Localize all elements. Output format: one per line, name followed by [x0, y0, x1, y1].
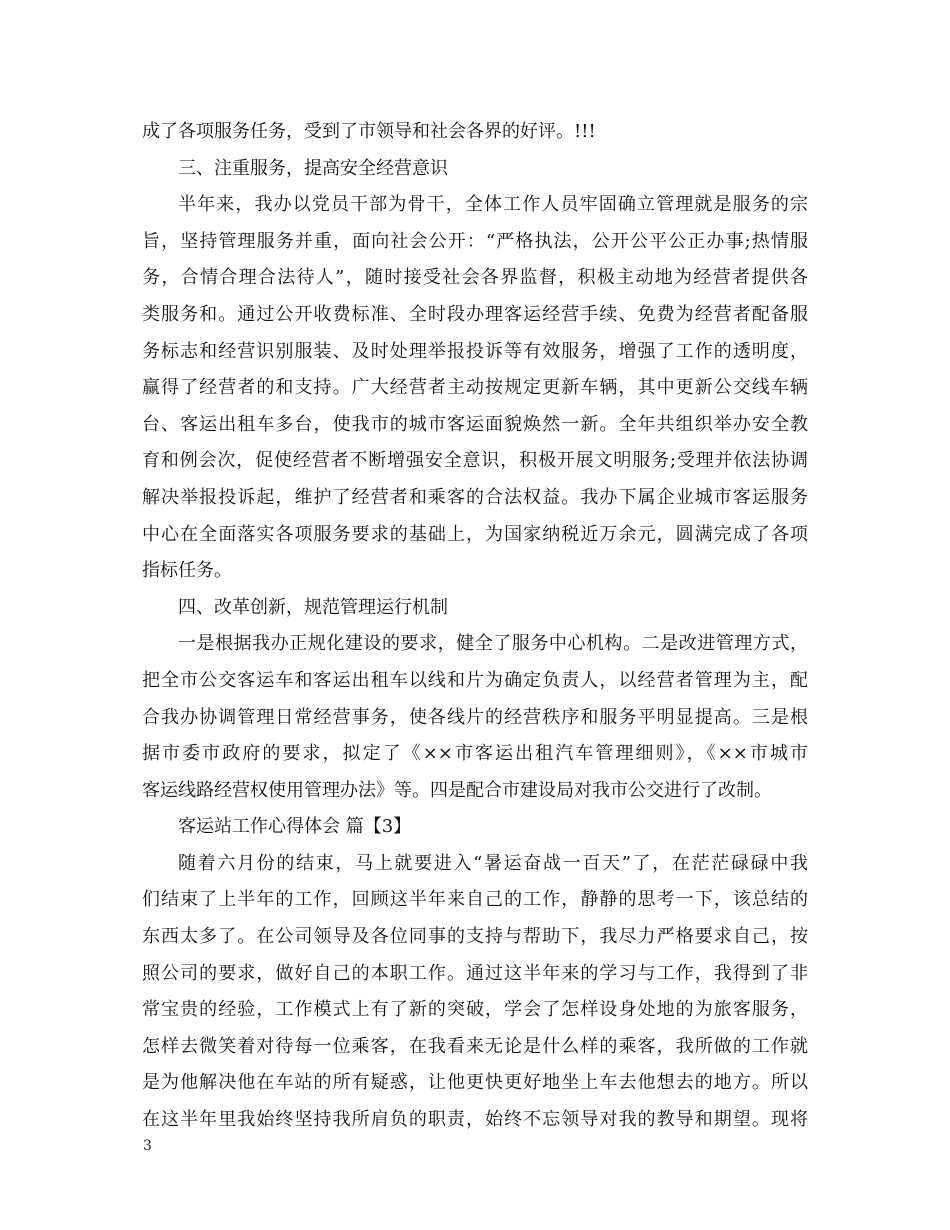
- text-line: 中心在全面落实各项服务要求的基础上，为国家纳税近万余元，圆满完成了各项: [142, 523, 808, 545]
- text-line: 是为他解决他在车站的所有疑惑，让他更快更好地坐上车去他想去的地方。所以: [142, 1072, 808, 1094]
- text-line: 育和例会次，促使经营者不断增强安全意识，积极开展文明服务;受理并依法协调: [142, 450, 808, 472]
- text-line: 在这半年里我始终坚持我所肩负的职责，始终不忘领导对我的教导和期望。现将: [142, 1109, 808, 1131]
- document-body: [142, 114, 808, 1139]
- section-heading: 三、注重服务，提高安全经营意识: [178, 157, 448, 179]
- text-line: 成了各项服务任务，受到了市领导和社会各界的好评。!!!: [142, 121, 596, 142]
- page-number: 3: [143, 1138, 152, 1154]
- text-line: 旨，坚持管理服务并重，面向社会公开：“严格执法，公开公平公正办事;热情服: [142, 230, 808, 252]
- text-line: 一是根据我办正规化建设的要求，健全了服务中心机构。二是改进管理方式，: [178, 633, 808, 655]
- text-line: 务标志和经营识别服装、及时处理举报投诉等有效服务，增强了工作的透明度，: [142, 340, 808, 362]
- text-line: 随着六月份的结束，马上就要进入“暑运奋战一百天”了，在茫茫碌碌中我: [178, 852, 808, 874]
- text-line: 们结束了上半年的工作，回顾这半年来自己的工作，静静的思考一下，该总结的: [142, 889, 808, 911]
- section-heading: 四、改革创新，规范管理运行机制: [178, 596, 448, 618]
- text-line: 半年来，我办以党员干部为骨干，全体工作人员牢固确立管理就是服务的宗: [178, 194, 808, 216]
- text-line: 照公司的要求，做好自己的本职工作。通过这半年来的学习与工作，我得到了非: [142, 962, 808, 984]
- text-line: 怎样去微笑着对待每一位乘客，在我看来无论是什么样的乘客，我所做的工作就: [142, 1035, 808, 1057]
- text-line: 解决举报投诉起，维护了经营者和乘客的合法权益。我办下属企业城市客运服务: [142, 486, 808, 508]
- text-line: 指标任务。: [142, 560, 232, 582]
- text-line: 务，合情合理合法待人”，随时接受社会各界监督，积极主动地为经营者提供各: [142, 267, 808, 289]
- text-line: 合我办协调管理日常经营事务，使各线片的经营秩序和服务平明显提高。三是根: [142, 706, 808, 728]
- text-line: 客运线路经营权使用管理办法》等。四是配合市建设局对我市公交进行了改制。: [142, 779, 772, 801]
- text-line: 台、客运出租车多台，使我市的城市客运面貌焕然一新。全年共组织举办安全教: [142, 413, 808, 435]
- text-line: 据市委市政府的要求，拟定了《××市客运出租汽车管理细则》，《××市城市: [142, 743, 808, 765]
- text-line: 把全市公交客运车和客运出租车以线和片为确定负责人，以经营者管理为主，配: [142, 669, 808, 691]
- article-heading: 客运站工作心得体会 篇【3】: [178, 816, 412, 838]
- text-line: 类服务和。通过公开收费标准、全时段办理客运经营手续、免费为经营者配备服: [142, 303, 808, 325]
- text-line: 常宝贵的经验，工作模式上有了新的突破，学会了怎样设身处地的为旅客服务，: [142, 999, 808, 1021]
- text-line: 赢得了经营者的和支持。广大经营者主动按规定更新车辆，其中更新公交线车辆: [142, 377, 808, 399]
- text-line: 东西太多了。在公司领导及各位同事的支持与帮助下，我尽力严格要求自己，按: [142, 926, 808, 948]
